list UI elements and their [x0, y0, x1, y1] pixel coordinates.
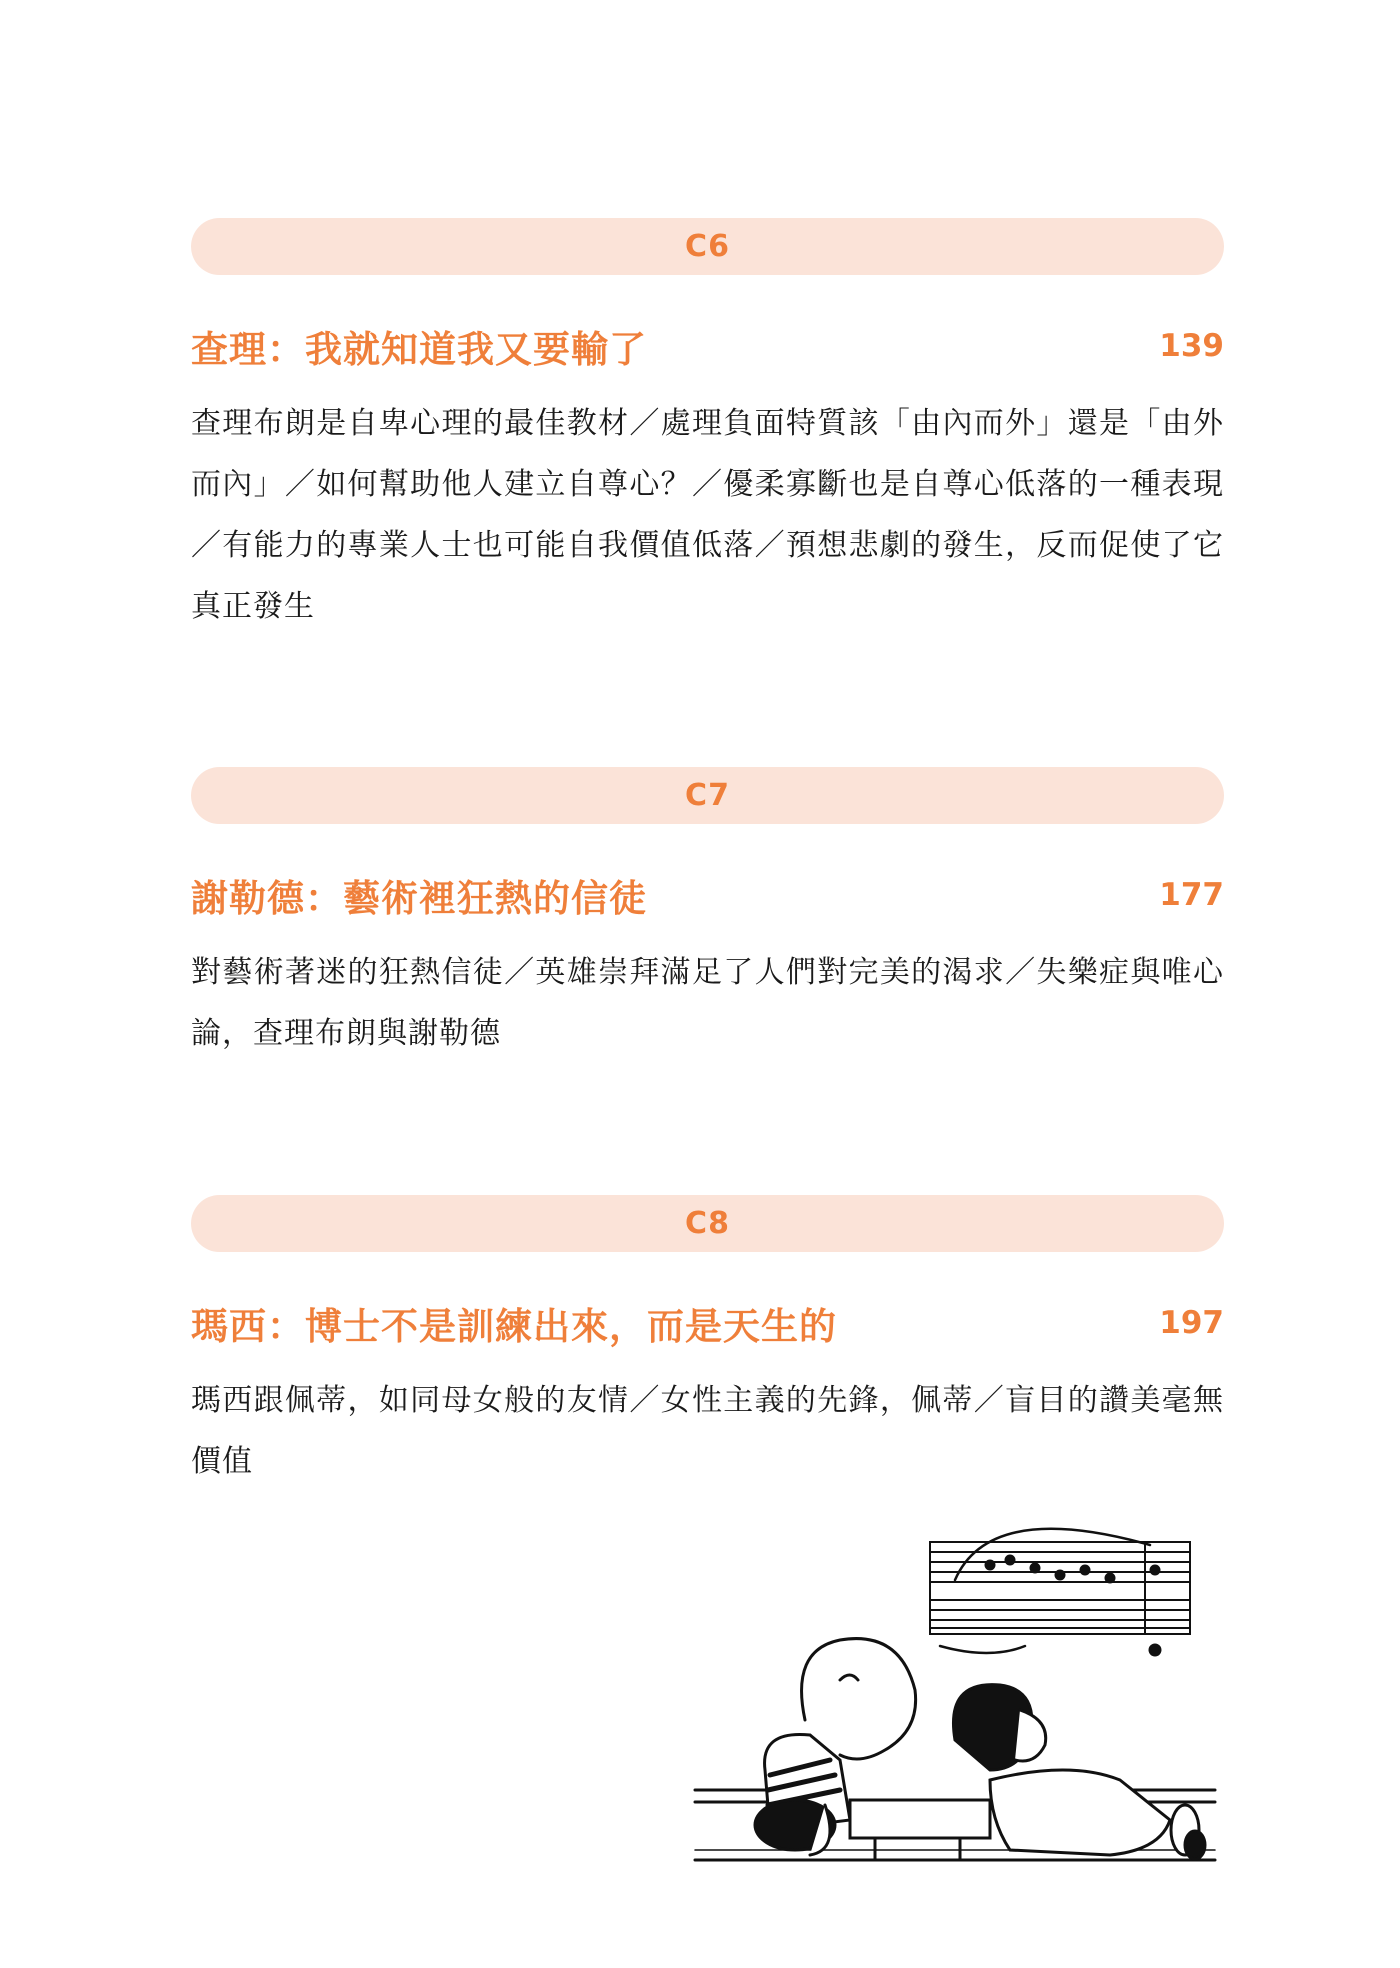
chapter-code: C7 — [685, 778, 730, 813]
chapter-c6 — [191, 218, 1224, 637]
chapter-code-pill — [191, 767, 1224, 824]
chapter-description: 查理布朗是自卑心理的最佳教材／處理負面特質該「由內而外」還是「由外而內」／如何幫助他人建立自尊心？／優柔寡斷也是自尊心低落的一種表現／有能力的專業人士也可能自我價值低落／預想悲劇的發生，反而促使了它真正發生 — [191, 406, 1224, 624]
toy-piano-icon — [850, 1800, 990, 1860]
comic-illustration-icon — [690, 1520, 1220, 1870]
chapter-code: C8 — [685, 1206, 730, 1241]
chapter-code-pill — [191, 1195, 1224, 1252]
music-score-icon — [930, 1529, 1190, 1655]
chapter-page-number[interactable]: 139 — [1159, 328, 1224, 364]
chapter-description: 瑪西跟佩蒂，如同母女般的友情／女性主義的先鋒，佩蒂／盲目的讚美毫無價值 — [191, 1383, 1224, 1479]
chapter-title-row[interactable] — [191, 321, 1224, 371]
chapter-page-number[interactable]: 177 — [1159, 877, 1224, 913]
chapter-c8 — [191, 1195, 1224, 1492]
chapter-c7 — [191, 767, 1224, 1064]
chapter-code: C6 — [685, 229, 730, 264]
chapter-title[interactable]: 謝勒德：藝術裡狂熱的信徒 — [191, 877, 647, 920]
chapter-title-row[interactable] — [191, 870, 1224, 920]
chapter-description: 對藝術著迷的狂熱信徒／英雄崇拜滿足了人們對完美的渴求／失樂症與唯心論，查理布朗與謝勒德 — [191, 955, 1224, 1051]
chapter-page-number[interactable]: 197 — [1159, 1305, 1224, 1341]
chapter-title-row[interactable] — [191, 1298, 1224, 1348]
chapter-title[interactable]: 瑪西：博士不是訓練出來，而是天生的 — [191, 1305, 837, 1348]
chapter-title[interactable]: 查理：我就知道我又要輸了 — [191, 328, 647, 371]
chapter-code-pill — [191, 218, 1224, 275]
